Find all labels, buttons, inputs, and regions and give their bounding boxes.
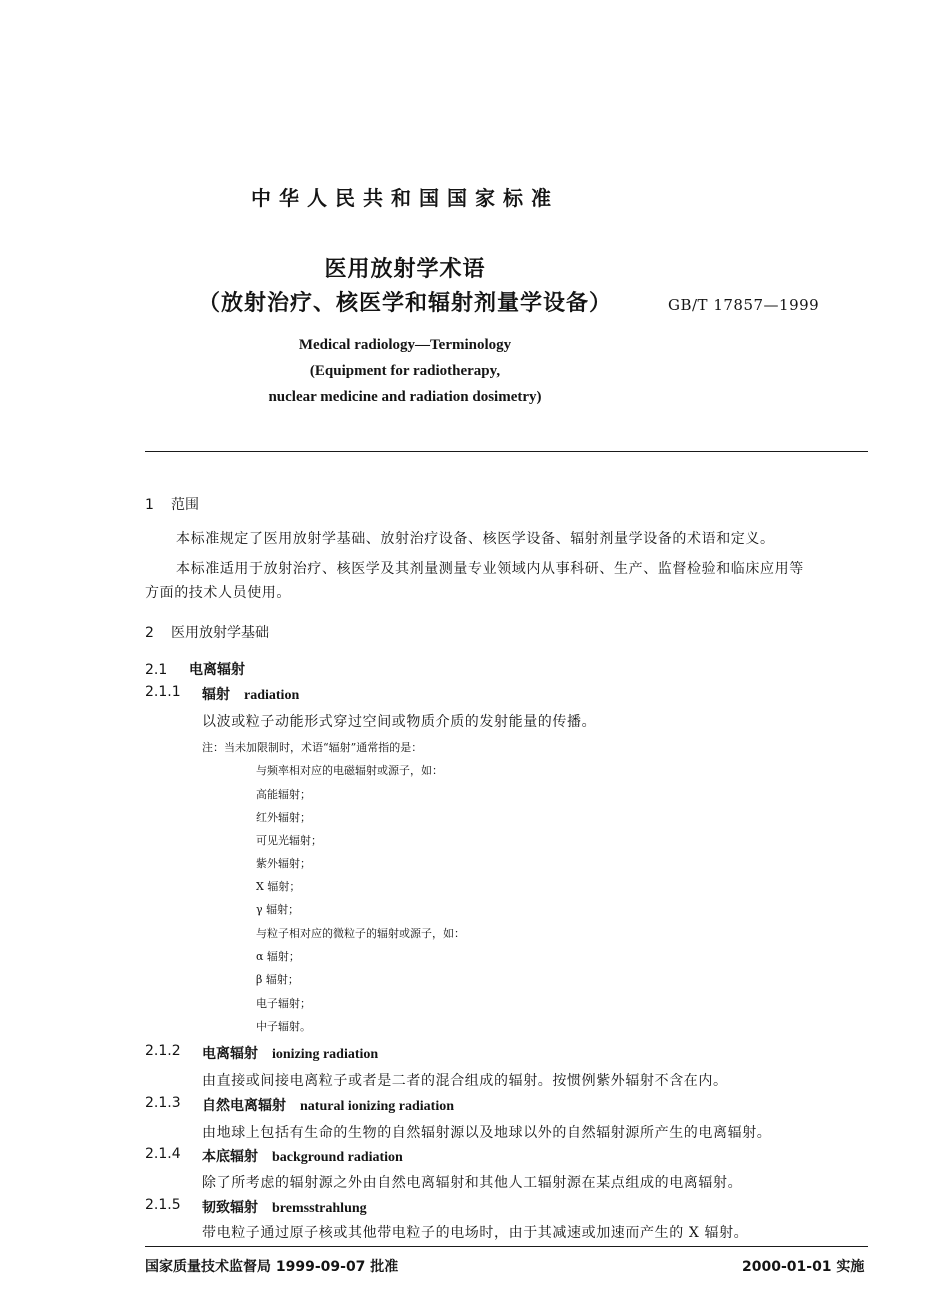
section-number: 1 (145, 497, 154, 513)
document-title-cn: 医用放射学术语 (324, 257, 486, 282)
term-cn: 辐射 (202, 687, 230, 703)
note-list-item: 紫外辐射； (256, 857, 311, 870)
implementation-date: 2000-01-01 实施 (742, 1259, 865, 1275)
scope-paragraph-2-continued: 方面的技术人员使用。 (145, 585, 291, 601)
note-list-item: α 辐射； (256, 950, 300, 963)
term-cn: 电离辐射 (202, 1046, 258, 1062)
term-en: natural ionizing radiation (300, 1099, 455, 1114)
standard-category-title: 中华人民共和国国家标准 (251, 186, 559, 210)
term-heading-radiation (202, 684, 299, 704)
subsection-title: 电离辐射 (189, 662, 245, 678)
footer-divider (145, 1246, 868, 1247)
note-list-item: 可见光辐射； (256, 834, 322, 847)
term-heading-ionizing-radiation (202, 1043, 378, 1063)
term-cn: 韧致辐射 (202, 1200, 258, 1216)
scope-paragraph-2: 本标准适用于放射治疗、核医学及其剂量测量专业领域内从事科研、生产、监督检验和临床应用等 (176, 561, 804, 577)
document-subtitle-cn: （放射治疗、核医学和辐射剂量学设备） (197, 291, 612, 316)
section-title: 医用放射学基础 (171, 625, 269, 641)
subsection-2-1-heading (145, 659, 245, 679)
term-heading-background-radiation (202, 1146, 403, 1166)
note-list-item: 高能辐射； (256, 788, 311, 801)
scope-paragraph-1: 本标准规定了医用放射学基础、放射治疗设备、核医学设备、辐射剂量学设备的术语和定义。 (176, 531, 775, 547)
section-number: 2 (145, 625, 154, 641)
term-cn: 本底辐射 (202, 1149, 258, 1165)
term-note: 注：当未加限制时，术语“辐射”通常指的是： (202, 741, 423, 754)
term-en: bremsstrahlung (272, 1201, 367, 1216)
term-definition: 带电粒子通过原子核或其他带电粒子的电场时，由于其减速或加速而产生的 X 辐射。 (202, 1225, 749, 1241)
document-subtitle-en-line2: nuclear medicine and radiation dosimetry) (268, 389, 542, 405)
term-number: 2.1.1 (145, 684, 181, 700)
section-title: 范围 (171, 497, 199, 513)
term-en: background radiation (272, 1150, 403, 1165)
standard-number: GB/T 17857—1999 (668, 296, 820, 314)
note-list-item: 中子辐射。 (256, 1020, 311, 1033)
term-heading-bremsstrahlung (202, 1197, 367, 1217)
term-definition: 除了所考虑的辐射源之外由自然电离辐射和其他人工辐射源在某点组成的电离辐射。 (202, 1175, 743, 1191)
subsection-number: 2.1 (145, 662, 168, 678)
note-list-item: 与频率相对应的电磁辐射或源子，如： (256, 764, 443, 777)
note-list-item: γ 辐射； (256, 903, 300, 916)
approval-date: 国家质量技术监督局 1999-09-07 批准 (145, 1259, 399, 1275)
term-definition: 由直接或间接电离粒子或者是二者的混合组成的辐射。按惯例紫外辐射不含在内。 (202, 1073, 728, 1089)
term-definition: 以波或粒子动能形式穿过空间或物质介质的发射能量的传播。 (202, 714, 597, 730)
note-list-item: X 辐射； (256, 880, 301, 893)
term-number: 2.1.3 (145, 1095, 181, 1111)
term-number: 2.1.2 (145, 1043, 181, 1059)
term-definition: 由地球上包括有生命的生物的自然辐射源以及地球以外的自然辐射源所产生的电离辐射。 (202, 1125, 772, 1141)
term-en: radiation (244, 688, 300, 703)
section-2-heading (145, 622, 269, 642)
term-heading-natural-ionizing-radiation (202, 1095, 454, 1115)
note-list-item: 电子辐射； (256, 997, 311, 1010)
term-number: 2.1.4 (145, 1146, 181, 1162)
section-1-heading (145, 494, 199, 514)
header-divider (145, 451, 868, 452)
term-cn: 自然电离辐射 (202, 1098, 286, 1114)
document-title-en: Medical radiology—Terminology (298, 337, 512, 353)
document-subtitle-en-line1: (Equipment for radiotherapy, (309, 363, 501, 379)
note-list-item: β 辐射； (256, 973, 299, 986)
note-list-item: 红外辐射； (256, 811, 311, 824)
term-en: ionizing radiation (272, 1047, 379, 1062)
term-number: 2.1.5 (145, 1197, 181, 1213)
note-list-item: 与粒子相对应的微粒子的辐射或源子，如： (256, 927, 465, 940)
